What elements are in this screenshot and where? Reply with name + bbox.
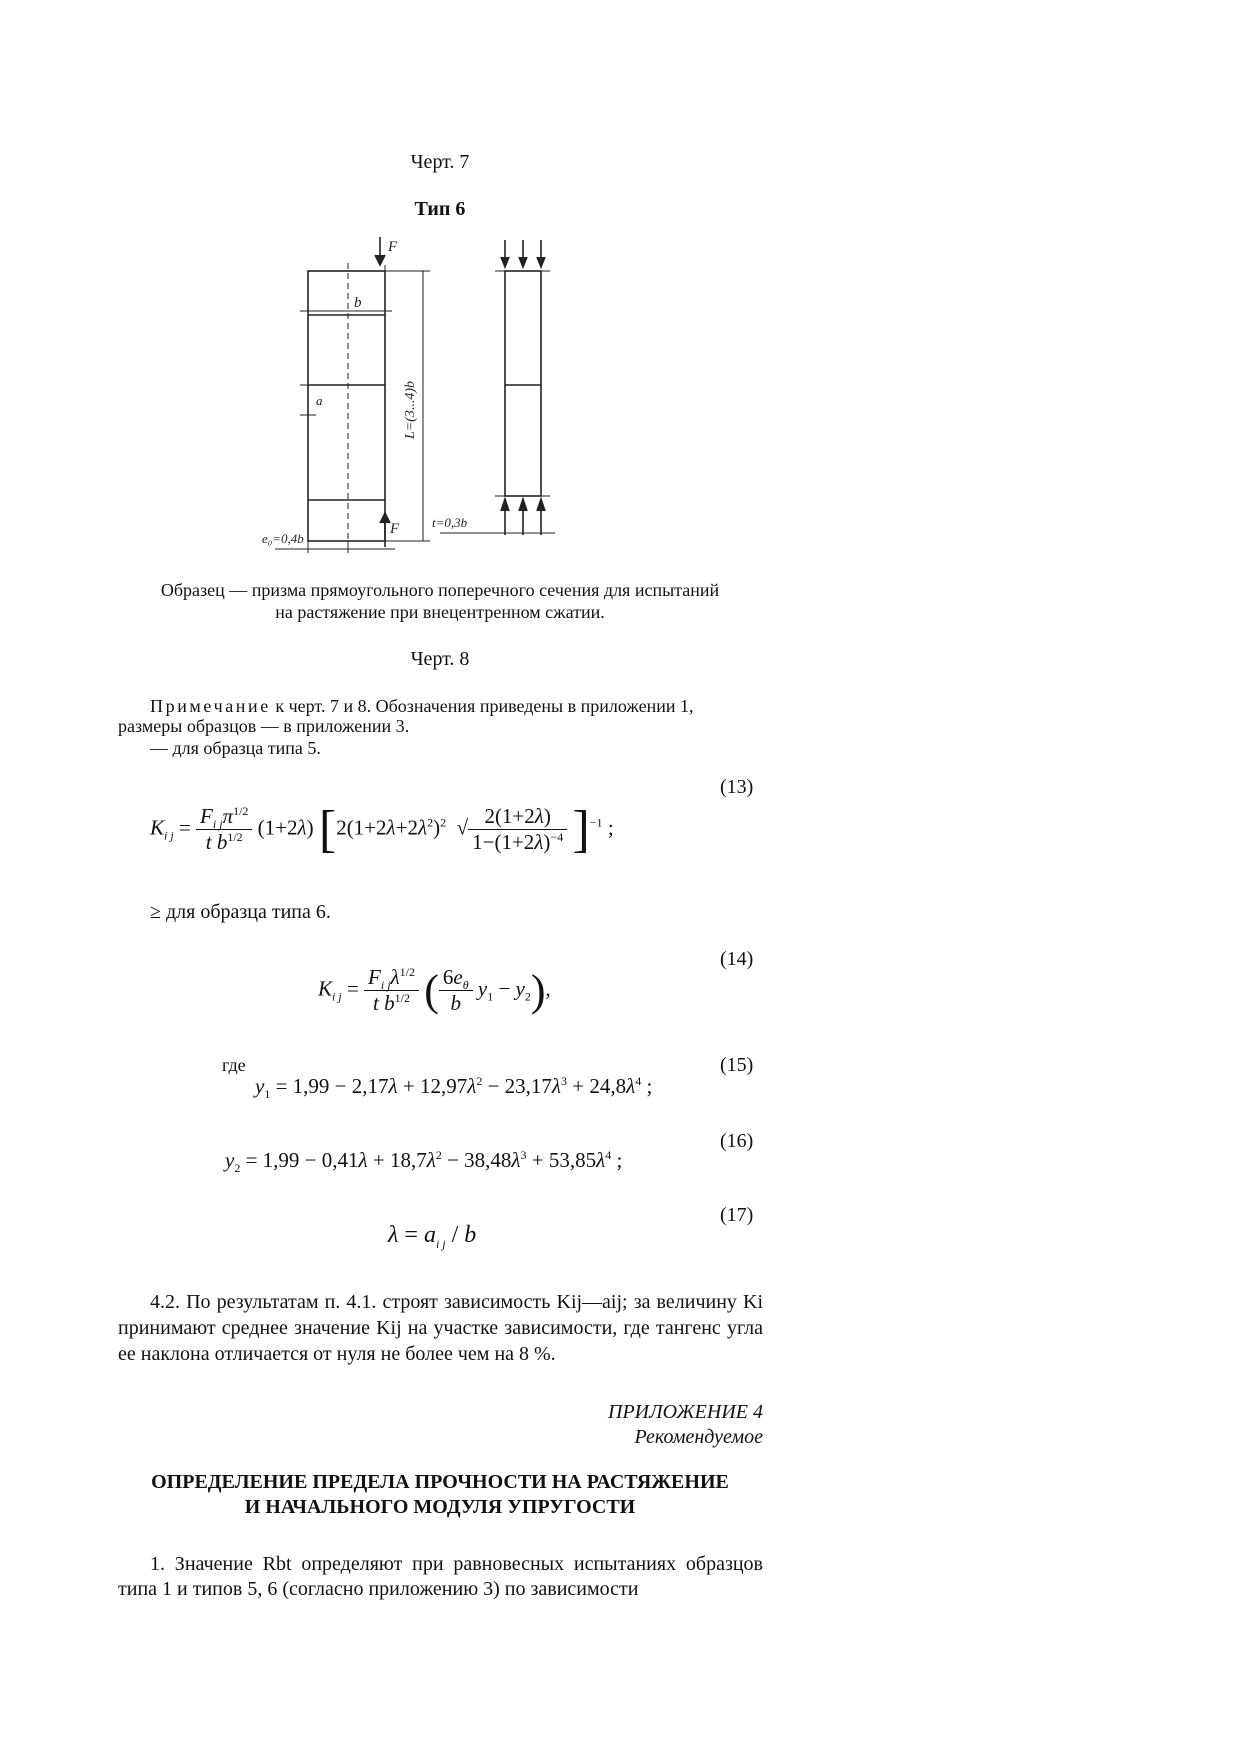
eccentricity-label: e₀=0,4b bbox=[262, 531, 304, 546]
section-4-2-line-1: 4.2. По результатам п. 4.1. строят зависимость Kij—aij; за величину Ki bbox=[150, 1291, 763, 1313]
appendix-paragraph-line-2: типа 1 и типов 5, 6 (согласно приложению 3) по зависимости bbox=[118, 1578, 639, 1600]
eq14-fraction: $\frac{F_{i j}\lambda^{1/2}}{t b^{1/2}}$ bbox=[364, 965, 419, 1016]
length-label: L=(3...4)b bbox=[403, 380, 418, 440]
note-prefix: Примечание bbox=[150, 696, 271, 716]
note-line-1 bbox=[150, 695, 770, 717]
equation-14: $K_{i j}$ = $\frac{F_{i j}\lambda^{1/2}}{t b^{1/2}}$ ( $\frac{6e_\theta}{b}$ $y_1 - y_2$), bbox=[318, 965, 551, 1015]
equation-14-number: (14) bbox=[720, 948, 754, 970]
equation-13-number: (13) bbox=[720, 776, 754, 798]
figure-7-caption: Черт. 7 bbox=[410, 151, 470, 173]
prism-side-view bbox=[505, 271, 541, 496]
force-bottom-label: F bbox=[390, 521, 400, 537]
type-6-title: Тип 6 bbox=[414, 198, 466, 220]
equation-17: $\lambda = a_{i j} / b$ bbox=[388, 1222, 477, 1251]
force-top-label: F bbox=[388, 239, 398, 255]
type-6-line: ≥ для образца типа 6. bbox=[150, 901, 331, 923]
section-4-2-line-3: ее наклона отличается от нуля не более чем на 8 %. bbox=[118, 1343, 556, 1365]
section-4-2-line-2: принимают среднее значение Kij на участке зависимости, где тангенс угла bbox=[118, 1317, 763, 1339]
figure-8-description-line-2: на растяжение при внецентренном сжатии. bbox=[275, 602, 605, 622]
note-line-2: размеры образцов — в приложении 3. bbox=[118, 716, 410, 736]
appendix-title: ПРИЛОЖЕНИЕ 4 bbox=[608, 1401, 763, 1423]
appendix-heading-line-2: И НАЧАЛЬНОГО МОДУЛЯ УПРУГОСТИ bbox=[244, 1496, 636, 1518]
note-text-1: к черт. 7 и 8. Обозначения приведены в приложении 1, bbox=[270, 696, 694, 716]
equation-17-number: (17) bbox=[720, 1204, 754, 1226]
note-type-5: — для образца типа 5. bbox=[150, 738, 321, 758]
figure-8-description-line-1: Образец — призма прямоугольного поперечного сечения для испытаний bbox=[160, 580, 720, 600]
appendix-subtitle: Рекомендуемое bbox=[634, 1426, 763, 1448]
equation-13: $K_{i j}$ = $\frac{F_{i j}\pi^{1/2}}{t b^{1/2}}$ (1+2λ) [$2(1+2\lambda+2\lambda^2)^2$ √ $\frac{2(1+2\lambda)}{1-(1+2\lambda)^{-4}}$ ]$^{-1}$ ; bbox=[150, 801, 614, 858]
notch-label: a bbox=[316, 393, 323, 408]
eq13-root-fraction: $\frac{2(1+2\lambda)}{1-(1+2\lambda)^{-4}}$ bbox=[468, 804, 567, 855]
where-label: где bbox=[222, 1055, 246, 1075]
thickness-label: t=0,3b bbox=[432, 515, 468, 530]
figure-8-caption: Черт. 8 bbox=[410, 648, 470, 670]
eq13-fraction: $\frac{F_{i j}\pi^{1/2}}{t b^{1/2}}$ bbox=[196, 804, 252, 855]
eq14-inner-fraction: $\frac{6e_\theta}{b}$ bbox=[439, 965, 473, 1016]
equation-15: $y_1 = 1,99 - 2,17\lambda + 12,97\lambda^2 - 23,17\lambda^3 + 24,8\lambda^4$ ; bbox=[255, 1074, 653, 1102]
equation-16: $y_2 = 1,99 - 0,41\lambda + 18,7\lambda^2 - 38,48\lambda^3 + 53,85\lambda^4$ ; bbox=[225, 1148, 623, 1176]
appendix-paragraph-line-1: 1. Значение Rbt определяют при равновесных испытаниях образцов bbox=[150, 1553, 763, 1575]
equation-16-number: (16) bbox=[720, 1130, 754, 1152]
equation-15-number: (15) bbox=[720, 1054, 754, 1076]
appendix-heading-line-1: ОПРЕДЕЛЕНИЕ ПРЕДЕЛА ПРОЧНОСТИ НА РАСТЯЖЕНИЕ bbox=[151, 1471, 729, 1493]
width-label: b bbox=[354, 295, 362, 311]
specimen-drawing bbox=[262, 235, 620, 555]
